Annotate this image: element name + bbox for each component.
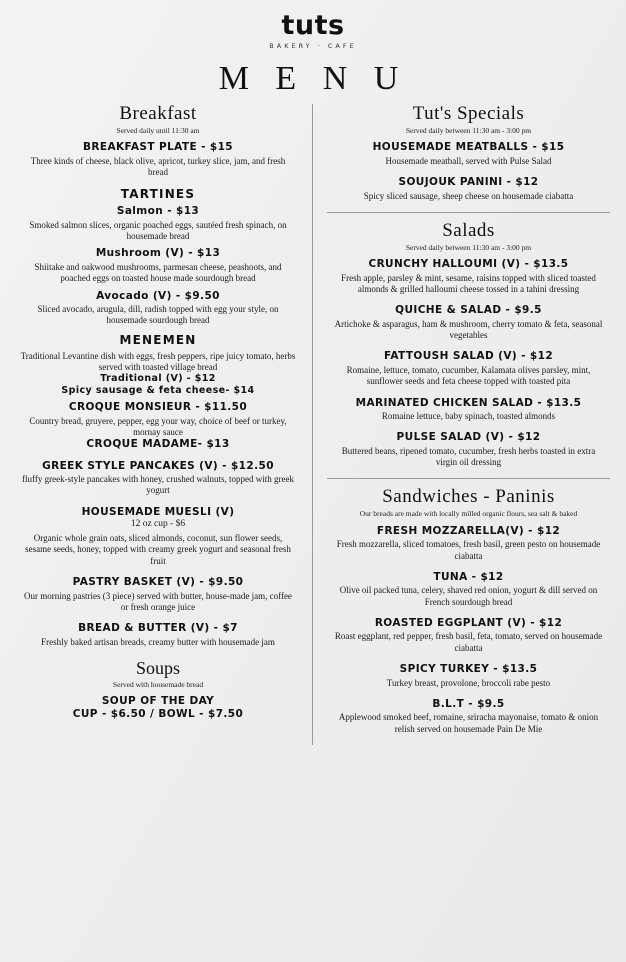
menu-item-desc: Our morning pastries (3 piece) served with butter, house-made jam, coffee or fresh orange juice (24, 590, 292, 612)
menu-item-name-secondary: CROQUE MADAME- $13 (86, 438, 230, 451)
menu-item-name: PASTRY BASKET (V) - $9.50 (72, 575, 244, 588)
menu-item (16, 141, 300, 178)
section-title-specials: Tut's Specials (412, 103, 525, 124)
menu-item (327, 525, 610, 562)
menu-item-desc: Olive oil packed tuna, celery, shaved red onion, yogurt & dill served on French sourdough bread (339, 585, 598, 607)
divider (327, 478, 610, 479)
menu-item-desc: Shiitake and oakwood mushrooms, parmesan cheese, peashoots, and poached eggs on toasted house made sourdough bread (34, 262, 282, 284)
section-specials (327, 104, 610, 202)
menu-item-name: HOUSEMADE MEATBALLS - $15 (372, 141, 565, 154)
menu-item (16, 695, 300, 720)
menu-item (327, 350, 610, 387)
menu-item-desc: Smoked salmon slices, organic poached eggs, sautéed fresh spinach, on housemade bread (29, 219, 287, 242)
menu-item (327, 397, 610, 423)
menu-item-desc: Buttered beans, ripened tomato, cucumber, fresh herbs toasted in extra virgin oil dressing (341, 445, 596, 468)
menu-item-desc: Artichoke & asparagus, ham & mushroom, cherry tomato & feta, seasonal vegetables (334, 318, 603, 341)
menu-item-desc: Fresh mozzarella, sliced tomatoes, fresh basil, green pesto on housemade ciabatta (336, 539, 601, 561)
section-title-breakfast: Breakfast (119, 103, 197, 124)
menu-item (16, 576, 300, 613)
menu-item (16, 290, 300, 327)
menu-item-name: MARINATED CHICKEN SALAD - $13.5 (355, 396, 582, 409)
menu-item-variant: Traditional (V) - $12 (100, 373, 216, 385)
menu-item-name: BREAD & BUTTER (V) - $7 (78, 622, 238, 635)
menu-item-name: FRESH MOZZARELLA(V) - $12 (376, 524, 561, 537)
menu-item-name: Mushroom (V) - $13 (95, 247, 221, 260)
page-title: M E N U (218, 60, 408, 97)
section-soups (16, 658, 300, 721)
menu-columns (16, 104, 610, 745)
menu-item (327, 617, 610, 654)
menu-item-name: FATTOUSH SALAD (V) - $12 (383, 350, 554, 363)
right-column (313, 104, 610, 745)
brand-name: tuts (281, 10, 345, 41)
section-subtitle-salads: Served daily between 11:30 am - 3:00 pm (405, 242, 532, 252)
menu-item-name: CROQUE MONSIEUR - $11.50 (68, 400, 248, 413)
section-title-salads: Salads (442, 219, 495, 241)
menu-item-sub: 12 oz cup - $6 (130, 519, 186, 530)
divider (327, 212, 610, 213)
menu-item-variant: Spicy sausage & feta cheese- $14 (61, 384, 255, 396)
menu-item-sub: CUP - $6.50 / BOWL - $7.50 (72, 707, 244, 720)
menu-item (327, 176, 610, 202)
menu-item (16, 401, 300, 451)
menu-item-name: CRUNCHY HALLOUMI (V) - $13.5 (368, 258, 569, 271)
group-title-menemen: MENEMEN (119, 332, 197, 347)
section-title-sandwiches: Sandwiches - Paninis (382, 486, 555, 508)
menu-item-desc: Three kinds of cheese, black olive, apricot, turkey slice, jam, and fresh bread (30, 155, 286, 178)
menu-item-desc: Housemade meatball, served with Pulse Salad (385, 155, 552, 166)
menu-item-name: PULSE SALAD (V) - $12 (396, 431, 541, 444)
menu-item (16, 205, 300, 242)
menu-item (16, 460, 300, 497)
menu-item-desc: Applewood smoked beef, romaine, sriracha mayonaise, tomato & onion relish served on housemade Pain De Mie (338, 712, 599, 734)
section-subtitle-sandwiches: Our breads are made with locally milled organic flours, sea salt & baked (359, 509, 578, 519)
menu-item-name: SOUJOUK PANINI - $12 (398, 176, 539, 189)
menu-item-name: Salmon - $13 (116, 205, 200, 218)
menu-item (327, 698, 610, 735)
section-subtitle-specials: Served daily between 11:30 am - 3:00 pm (405, 125, 532, 135)
section-subtitle-breakfast: Served daily until 11:30 am (116, 125, 200, 135)
section-breakfast (16, 104, 300, 648)
menu-item (327, 571, 610, 608)
menu-item-name: SOUP OF THE DAY (101, 695, 215, 708)
menu-item (327, 258, 610, 295)
menu-item (327, 304, 610, 341)
section-salads (327, 221, 610, 468)
menu-item-desc: Romaine lettuce, baby spinach, toasted almonds (381, 411, 556, 422)
menu-item-name: Avocado (V) - $9.50 (96, 289, 220, 302)
brand-header (16, 12, 610, 50)
menu-item-desc: Fresh apple, parsley & mint, sesame, raisins topped with sliced toasted almonds & grilled halloumi cheese tossed in a tahini dressing (341, 272, 596, 295)
section-subtitle-soups: Served with housemade bread (112, 679, 204, 689)
menu-item-desc: Romaine, lettuce, tomato, cucumber, Kalamata olives parsley, mint, sunflower seeds and feta cheese topped with toasted pita (346, 365, 591, 387)
menu-item (327, 663, 610, 689)
menu-item (16, 506, 300, 567)
menu-item (327, 141, 610, 167)
menu-item (327, 431, 610, 468)
menu-item-name: B.L.T - $9.5 (432, 697, 505, 710)
menu-item-name: BREAKFAST PLATE - $15 (82, 141, 234, 154)
menu-item-desc: Roast eggplant, red pepper, fresh basil, feta, tomato, served on housemade ciabatta (334, 631, 603, 653)
menu-item-name: TUNA - $12 (433, 570, 504, 583)
group-title-tartines: TARTINES (120, 187, 196, 202)
menu-item (16, 351, 300, 396)
menu-item-desc: Turkey breast, provolone, broccoli rabe pesto (386, 677, 551, 688)
menu-item-desc: Freshly baked artisan breads, creamy butter with housemade jam (41, 636, 275, 647)
menu-item-name: HOUSEMADE MUESLI (V) (81, 505, 235, 518)
menu-item-desc: Traditional Levantine dish with eggs, fresh peppers, ripe juicy tomato, herbs served with toasted village bread (20, 350, 296, 372)
menu-item (16, 622, 300, 648)
section-sandwiches (327, 487, 610, 734)
menu-item-name: GREEK STYLE PANCAKES (V) - $12.50 (42, 459, 274, 472)
menu-item-name: QUICHE & SALAD - $9.5 (395, 304, 542, 317)
brand-tagline: BAKERY · CAFE (269, 42, 357, 50)
menu-item-desc: Spicy sliced sausage, sheep cheese on housemade ciabatta (363, 190, 574, 201)
menu-item-name: SPICY TURKEY - $13.5 (399, 662, 538, 675)
menu-item-desc: Sliced avocado, arugula, dill, radish topped with egg your style, on housemade sourdough bread (37, 304, 279, 326)
menu-item-desc: fluffy greek-style pancakes with honey, crushed walnuts, topped with greek yogurt (22, 474, 294, 496)
menu-item (16, 247, 300, 284)
menu-item-name: ROASTED EGGPLANT (V) - $12 (374, 616, 563, 629)
menu-item-desc: Organic whole grain oats, sliced almonds, coconut, sun flower seeds, sesame seeds, honey, topped with creamy greek yogurt and seasonal fresh fruit (25, 533, 291, 566)
menu-item-desc: Country bread, gruyere, pepper, egg your way, choice of beef or turkey, mornay sauce (29, 415, 287, 437)
section-title-soups: Soups (135, 657, 180, 678)
left-column (16, 104, 313, 745)
